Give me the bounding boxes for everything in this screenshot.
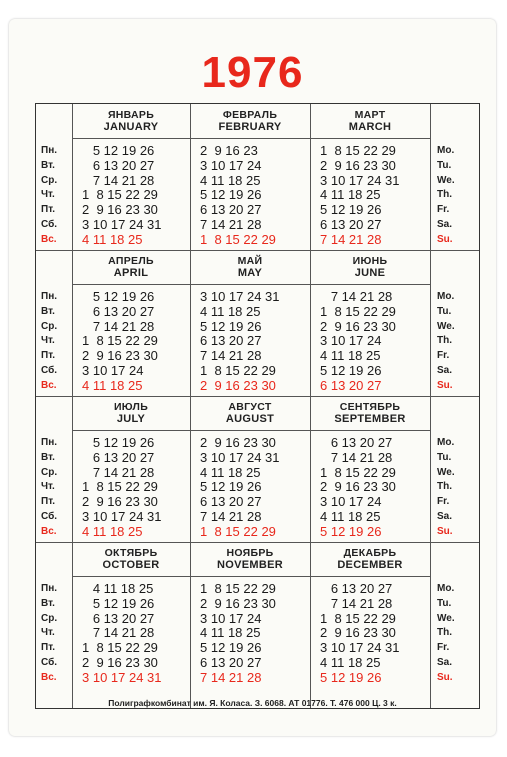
weekday-label: Su.	[437, 525, 453, 537]
weekday-row: 5 12 19 26	[200, 318, 262, 334]
weekday-row: 1 8 15 22 29	[320, 303, 396, 319]
weekday-row: 4 11 18 25	[320, 508, 381, 524]
month-name-en: MAY	[237, 267, 263, 279]
weekday-label: Сб.	[41, 656, 58, 668]
month-name-en: DECEMBER	[337, 559, 403, 571]
month-october	[72, 542, 190, 688]
weekday-row: 6 13 20 27	[320, 216, 382, 232]
weekday-row: 5 12 19 26	[200, 640, 262, 656]
month-name-ru: ОКТЯБРЬ	[104, 547, 158, 559]
month-name-ru: СЕНТЯБРЬ	[339, 401, 401, 413]
weekday-label: Вт.	[41, 159, 55, 171]
weekday-row: 5 12 19 26	[320, 202, 382, 218]
month-header	[190, 250, 310, 285]
weekday-row: 1 8 15 22 29	[200, 362, 276, 378]
month-august	[190, 396, 310, 542]
weekday-label: Вс.	[41, 233, 57, 245]
weekday-label: Ср.	[41, 174, 58, 186]
weekday-row: 3 10 17 24	[200, 610, 262, 626]
weekday-row: 3 10 17 24	[320, 494, 382, 510]
month-days	[190, 144, 310, 248]
weekday-label: Tu.	[437, 305, 452, 317]
month-name-ru: МАРТ	[354, 109, 386, 121]
weekday-row: 3 10 17 24 31	[200, 449, 280, 465]
month-september	[310, 396, 430, 542]
weekday-row: 6 13 20 27	[82, 449, 155, 465]
weekday-row: 6 13 20 27	[200, 333, 262, 349]
month-name-en: NOVEMBER	[217, 559, 283, 571]
weekday-label: Fr.	[437, 350, 450, 362]
sunday-row: 5 12 19 26	[320, 523, 382, 539]
weekday-row: 7 14 21 28	[82, 464, 155, 480]
sunday-row: 5 12 19 26	[320, 669, 382, 685]
weekday-row: 1 8 15 22 29	[320, 610, 396, 626]
month-june	[310, 250, 430, 396]
weekday-label: Вс.	[41, 525, 57, 537]
weekday-row: 1 8 15 22 29	[82, 479, 158, 495]
weekday-row: 6 13 20 27	[200, 494, 262, 510]
weekday-label: Чт.	[41, 189, 55, 201]
weekday-label: Th.	[437, 627, 452, 639]
weekday-label: Пн.	[41, 437, 58, 448]
weekday-label: Su.	[437, 233, 453, 245]
weekday-label: Mo.	[437, 145, 455, 156]
weekday-label: Пт.	[41, 496, 55, 508]
sunday-row: 7 14 21 28	[200, 669, 262, 685]
month-name-en: OCTOBER	[102, 559, 160, 571]
month-days	[310, 290, 430, 394]
weekday-row: 4 11 18 25	[82, 581, 154, 596]
weekday-label: Mo.	[437, 437, 455, 448]
weekday-label: Th.	[437, 189, 452, 201]
weekday-row: 7 14 21 28	[320, 449, 393, 465]
weekday-labels-en	[437, 144, 455, 248]
sunday-row: 1 8 15 22 29	[200, 231, 276, 247]
weekday-row: 5 12 19 26	[82, 143, 155, 158]
weekday-row: 3 10 17 24 31	[320, 640, 400, 656]
weekday-label: We.	[437, 320, 455, 332]
weekday-row: 7 14 21 28	[82, 318, 155, 334]
month-days	[72, 582, 190, 686]
weekday-row: 5 12 19 26	[200, 187, 262, 203]
weekday-row: 2 9 16 23 30	[320, 318, 396, 334]
month-name-ru: МАЙ	[237, 255, 263, 267]
weekday-row: 2 9 16 23 30	[82, 494, 158, 510]
sunday-row: 6 13 20 27	[320, 377, 382, 393]
printer-imprint: Полиграфкомбинат им. Я. Коласа. З. 6068. АТ 01776. Т. 476 000 Ц. 3 к.	[108, 698, 397, 708]
month-july	[72, 396, 190, 542]
weekday-row: 2 9 16 23	[200, 143, 258, 158]
month-header	[310, 104, 430, 139]
weekday-row: 7 14 21 28	[82, 625, 155, 641]
weekday-row: 7 14 21 28	[200, 216, 262, 232]
weekday-row: 3 10 17 24 31	[82, 216, 162, 232]
weekday-labels-en	[437, 582, 455, 686]
month-header	[72, 104, 190, 139]
weekday-row: 7 14 21 28	[200, 348, 262, 364]
weekday-row: 5 12 19 26	[82, 595, 155, 611]
month-name-en: JULY	[116, 413, 146, 425]
weekday-row: 6 13 20 27	[200, 654, 262, 670]
weekday-row: 1 8 15 22 29	[82, 333, 158, 349]
weekday-label: Вт.	[41, 451, 55, 463]
weekday-label: Fr.	[437, 642, 450, 654]
month-february	[190, 104, 310, 250]
month-days	[190, 290, 310, 394]
month-header	[190, 396, 310, 431]
month-name-en: SEPTEMBER	[334, 413, 406, 425]
month-header	[72, 396, 190, 431]
weekday-row: 5 12 19 26	[82, 435, 155, 450]
month-header	[72, 250, 190, 285]
weekday-label: Ср.	[41, 466, 58, 478]
weekday-row: 2 9 16 23 30	[82, 348, 158, 364]
weekday-row: 4 11 18 25	[320, 187, 381, 203]
weekday-label: Пт.	[41, 204, 55, 216]
month-days	[190, 582, 310, 686]
weekday-row: 3 10 17 24 31	[320, 172, 400, 188]
month-days	[310, 144, 430, 248]
weekday-label: Сб.	[41, 364, 58, 376]
weekday-label: Sa.	[437, 656, 453, 668]
weekday-label: We.	[437, 466, 455, 478]
weekday-label: Пт.	[41, 350, 55, 362]
sunday-row: 4 11 18 25	[82, 231, 143, 247]
weekday-row: 7 14 21 28	[320, 289, 393, 304]
month-name-ru: ДЕКАБРЬ	[343, 547, 397, 559]
month-january	[72, 104, 190, 250]
weekday-label: Mo.	[437, 583, 455, 594]
month-name-ru: АПРЕЛЬ	[108, 255, 154, 267]
weekday-row: 7 14 21 28	[82, 172, 155, 188]
weekday-label: Sa.	[437, 510, 453, 522]
weekday-row: 7 14 21 28	[200, 508, 262, 524]
weekday-label: Вс.	[41, 379, 57, 391]
weekday-row: 4 11 18 25	[200, 464, 261, 480]
month-name-ru: АВГУСТ	[228, 401, 272, 413]
weekday-row: 5 12 19 26	[320, 362, 382, 378]
weekday-labels-ru	[41, 290, 57, 394]
month-header	[190, 542, 310, 577]
month-days	[310, 582, 430, 686]
weekday-row: 3 10 17 24 31	[82, 508, 162, 524]
weekday-label: Tu.	[437, 451, 452, 463]
month-name-en: MARCH	[348, 121, 392, 133]
sunday-row: 4 11 18 25	[82, 377, 143, 393]
weekday-row: 6 13 20 27	[82, 157, 155, 173]
month-name-en: AUGUST	[225, 413, 275, 425]
month-name-ru: ИЮЛЬ	[113, 401, 149, 413]
weekday-row: 6 13 20 27	[200, 202, 262, 218]
weekday-row: 3 10 17 24	[320, 333, 382, 349]
month-april	[72, 250, 190, 396]
weekday-label: Tu.	[437, 159, 452, 171]
weekday-row: 7 14 21 28	[320, 595, 393, 611]
month-days	[72, 144, 190, 248]
month-days	[72, 290, 190, 394]
weekday-label: Сб.	[41, 218, 58, 230]
weekday-label: We.	[437, 612, 455, 624]
weekday-row: 1 8 15 22 29	[320, 143, 396, 158]
weekday-row: 4 11 18 25	[200, 172, 261, 188]
weekday-label: Su.	[437, 671, 453, 683]
month-days	[72, 436, 190, 540]
weekday-row: 1 8 15 22 29	[200, 581, 276, 596]
weekday-row: 4 11 18 25	[200, 303, 261, 319]
month-name-en: FEBRUARY	[218, 121, 282, 133]
weekday-label: Th.	[437, 481, 452, 493]
weekday-label: Чт.	[41, 627, 55, 639]
weekday-row: 4 11 18 25	[320, 348, 381, 364]
weekday-label: Вт.	[41, 597, 55, 609]
sunday-row: 1 8 15 22 29	[200, 523, 276, 539]
month-march	[310, 104, 430, 250]
weekday-label: Th.	[437, 335, 452, 347]
weekday-label: Пн.	[41, 583, 58, 594]
month-name-ru: НОЯБРЬ	[226, 547, 274, 559]
weekday-row: 1 8 15 22 29	[82, 187, 158, 203]
weekday-label: Sa.	[437, 364, 453, 376]
weekday-row: 6 13 20 27	[320, 581, 393, 596]
month-header	[310, 396, 430, 431]
weekday-label: Ср.	[41, 320, 58, 332]
grid-divider	[430, 104, 431, 708]
month-header	[310, 250, 430, 285]
month-name-ru: ФЕВРАЛЬ	[222, 109, 278, 121]
weekday-row: 2 9 16 23 30	[200, 435, 276, 450]
weekday-row: 2 9 16 23 30	[82, 202, 158, 218]
weekday-label: Ср.	[41, 612, 58, 624]
month-november	[190, 542, 310, 688]
weekday-row: 1 8 15 22 29	[320, 464, 396, 480]
weekday-labels-ru	[41, 144, 57, 248]
weekday-row: 3 10 17 24	[200, 157, 262, 173]
weekday-row: 2 9 16 23 30	[200, 595, 276, 611]
weekday-labels-ru	[41, 582, 57, 686]
weekday-labels-en	[437, 290, 455, 394]
calendar-grid	[35, 103, 480, 709]
weekday-label: Пн.	[41, 145, 58, 156]
weekday-label: Пн.	[41, 291, 58, 302]
weekday-row: 6 13 20 27	[320, 435, 393, 450]
weekday-row: 2 9 16 23 30	[320, 479, 396, 495]
month-name-ru: ЯНВАРЬ	[107, 109, 155, 121]
sunday-row: 4 11 18 25	[82, 523, 143, 539]
weekday-row: 5 12 19 26	[200, 479, 262, 495]
weekday-label: Fr.	[437, 496, 450, 508]
weekday-label: Sa.	[437, 218, 453, 230]
sunday-row: 7 14 21 28	[320, 231, 382, 247]
weekday-row: 6 13 20 27	[82, 610, 155, 626]
month-header	[72, 542, 190, 577]
weekday-label: Сб.	[41, 510, 58, 522]
month-name-en: APRIL	[113, 267, 149, 279]
weekday-label: Пт.	[41, 642, 55, 654]
weekday-row: 6 13 20 27	[82, 303, 155, 319]
month-days	[190, 436, 310, 540]
weekday-labels-en	[437, 436, 455, 540]
month-name-ru: ИЮНЬ	[352, 255, 388, 267]
weekday-row: 2 9 16 23 30	[320, 157, 396, 173]
weekday-row: 3 10 17 24	[82, 362, 144, 378]
weekday-row: 2 9 16 23 30	[320, 625, 396, 641]
weekday-row: 2 9 16 23 30	[82, 654, 158, 670]
weekday-label: Su.	[437, 379, 453, 391]
weekday-row: 3 10 17 24 31	[200, 289, 280, 304]
month-may	[190, 250, 310, 396]
weekday-label: Вс.	[41, 671, 57, 683]
sunday-row: 2 9 16 23 30	[200, 377, 276, 393]
year-title: 1976	[201, 48, 304, 97]
weekday-label: Чт.	[41, 481, 55, 493]
weekday-row: 1 8 15 22 29	[82, 640, 158, 656]
weekday-row: 4 11 18 25	[320, 654, 381, 670]
sunday-row: 3 10 17 24 31	[82, 669, 162, 685]
weekday-row: 4 11 18 25	[200, 625, 261, 641]
month-days	[310, 436, 430, 540]
weekday-label: Fr.	[437, 204, 450, 216]
weekday-label: Tu.	[437, 597, 452, 609]
month-header	[190, 104, 310, 139]
month-december	[310, 542, 430, 688]
weekday-label: Mo.	[437, 291, 455, 302]
weekday-label: Чт.	[41, 335, 55, 347]
month-header	[310, 542, 430, 577]
weekday-labels-ru	[41, 436, 57, 540]
weekday-row: 5 12 19 26	[82, 289, 155, 304]
calendar-card	[9, 19, 496, 736]
month-name-en: JUNE	[354, 267, 386, 279]
month-name-en: JANUARY	[103, 121, 159, 133]
weekday-label: Вт.	[41, 305, 55, 317]
weekday-label: We.	[437, 174, 455, 186]
